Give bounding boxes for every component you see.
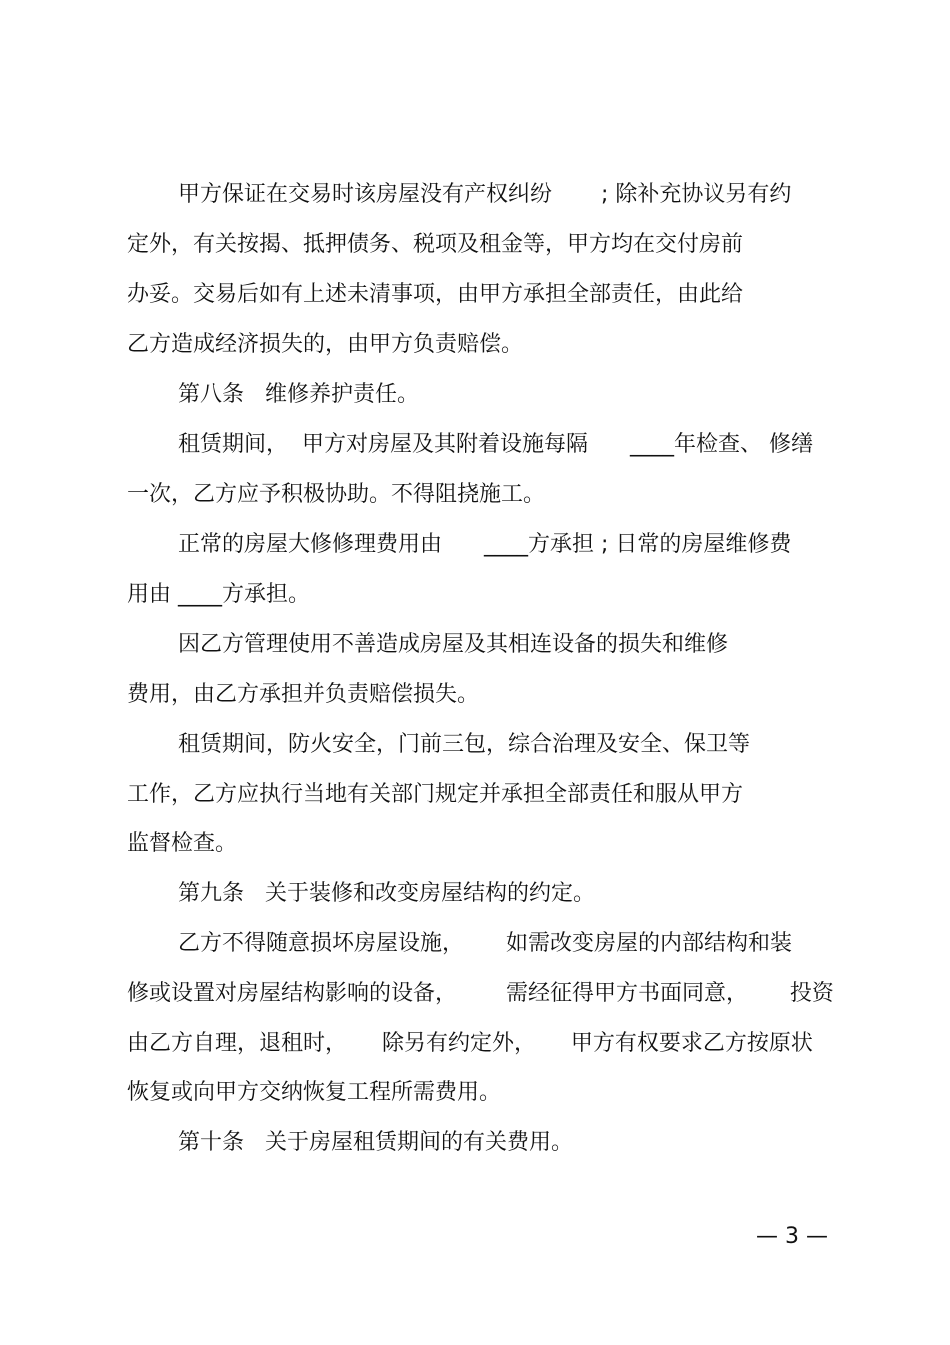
text-line: 正常的房屋大修修理费用由 ____方承担 ; 日常的房屋维修费 [178,532,792,557]
text-line: 甲方保证在交易时该房屋没有产权纠纷 ; 除补充协议另有约 [178,182,792,207]
text-line: 工作，乙方应执行当地有关部门规定并承担全部责任和服从甲方 [127,782,744,807]
text-line: 恢复或向甲方交纳恢复工程所需费用。 [127,1080,502,1105]
article-heading: 第九条 关于装修和改变房屋结构的约定。 [178,881,595,906]
text-line: 因乙方管理使用不善造成房屋及其相连设备的损失和维修 [178,632,729,657]
text-line: 租赁期间，防火安全，门前三包，综合治理及安全、保卫等 [178,732,751,757]
text-line: 办妥。交易后如有上述未清事项，由甲方承担全部责任，由此给 [127,282,744,307]
text-line: 费用，由乙方承担并负责赔偿损失。 [127,682,480,707]
text-line: 修或设置对房屋结构影响的设备， 需经征得甲方书面同意， 投资 [127,981,834,1006]
article-heading: 第十条 关于房屋租赁期间的有关费用。 [178,1130,573,1155]
text-line: 定外，有关按揭、抵押债务、税项及租金等，甲方均在交付房前 [127,232,744,257]
text-line: 乙方造成经济损失的，由甲方负责赔偿。 [127,332,524,357]
text-line: 用由 ____方承担。 [127,582,310,607]
text-line: 一次，乙方应予积极协助。不得阻挠施工。 [127,482,546,507]
article-heading: 第八条 维修养护责任。 [178,382,419,407]
page-number: — 3 — [756,1224,828,1249]
text-line: 乙方不得随意损坏房屋设施， 如需改变房屋的内部结构和装 [178,931,792,956]
text-line: 租赁期间， 甲方对房屋及其附着设施每隔 ____年检查、 修缮 [178,432,813,457]
text-line: 由乙方自理，退租时， 除另有约定外， 甲方有权要求乙方按原状 [127,1031,813,1056]
text-line: 监督检查。 [127,831,238,856]
